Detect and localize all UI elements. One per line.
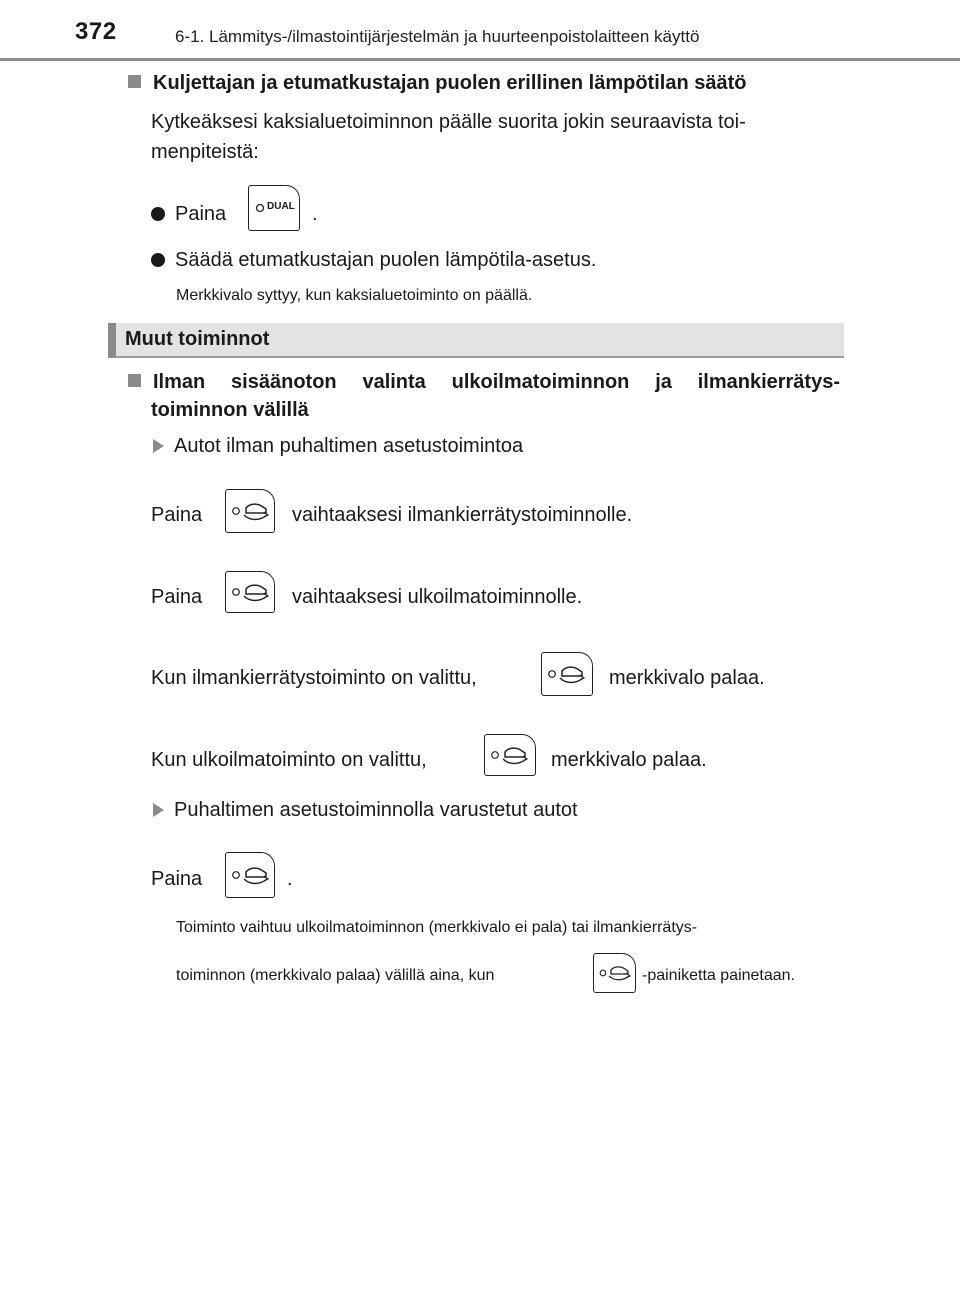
square-bullet-icon	[128, 75, 141, 88]
header-divider	[0, 58, 960, 61]
p1-pre: Paina	[151, 504, 203, 526]
triangle-bullet-icon	[153, 803, 164, 817]
section1-intro-line1: Kytkeäksesi kaksialuetoiminnon päälle suorita jokin seuraavista toi-	[151, 111, 746, 133]
square-bullet-icon	[128, 374, 141, 387]
air-intake-button-icon	[225, 571, 275, 613]
section-bar-title: Muut toiminnot	[125, 328, 270, 350]
triangle-bullet-icon	[153, 439, 164, 453]
p4-pre: Kun ulkoilmatoiminto on valittu,	[151, 749, 427, 771]
section1-note: Merkkivalo syttyy, kun kaksialuetoiminto on päällä.	[176, 287, 533, 304]
dual-label: DUAL	[267, 201, 295, 212]
p5-period: .	[287, 868, 293, 890]
chapter-title: 6-1. Lämmitys-/ilmastointijärjestelmän ja huurteenpoistolaitteen käyttö	[175, 27, 700, 46]
section2-heading-line1: Ilman sisäänoton valinta ulkoilmatoiminnon ja ilmankierrätys-	[128, 368, 840, 396]
air-intake-button-icon	[225, 852, 275, 898]
p3-post: merkkivalo palaa.	[609, 667, 765, 689]
air-intake-button-icon	[225, 489, 275, 533]
air-intake-button-icon	[593, 953, 636, 993]
subheading-with-fan-setting: Puhaltimen asetustoiminnolla varustetut autot	[153, 794, 578, 826]
bullet-dot-icon	[151, 207, 165, 221]
section1-intro-line2: menpiteistä:	[151, 141, 259, 163]
section2-note-line1: Toiminto vaihtuu ulkoilmatoiminnon (merkkivalo ei pala) tai ilmankierrätys-	[176, 919, 698, 936]
section2-heading-line2: toiminnon välillä	[151, 399, 309, 421]
p3-pre: Kun ilmankierrätystoiminto on valittu,	[151, 667, 477, 689]
section2-note-line2-pre: toiminnon (merkkivalo palaa) välillä aina, kun	[176, 967, 495, 984]
p1-post: vaihtaaksesi ilmankierrätystoiminnolle.	[292, 504, 633, 526]
p4-post: merkkivalo palaa.	[551, 749, 707, 771]
p2-post: vaihtaaksesi ulkoilmatoiminnolle.	[292, 586, 583, 608]
air-intake-button-icon	[541, 652, 593, 696]
bullet-dot-icon	[151, 253, 165, 267]
dual-button-icon	[248, 185, 300, 231]
page-number: 372	[75, 18, 117, 45]
bullet1-period: .	[312, 203, 318, 225]
air-intake-button-icon	[484, 734, 536, 776]
section1-heading: Kuljettajan ja etumatkustajan puolen erillinen lämpötilan säätö	[128, 69, 746, 97]
section-bar	[108, 323, 844, 358]
bullet-press-dual: Paina	[151, 198, 226, 230]
p2-pre: Paina	[151, 586, 203, 608]
p5-pre: Paina	[151, 868, 203, 890]
section2-note-line2-post: -painiketta painetaan.	[642, 967, 795, 984]
subheading-no-fan-setting: Autot ilman puhaltimen asetustoimintoa	[153, 430, 523, 462]
bullet-adjust-temp: Säädä etumatkustajan puolen lämpötila-asetus.	[151, 244, 596, 276]
section-bar-accent	[108, 323, 116, 358]
